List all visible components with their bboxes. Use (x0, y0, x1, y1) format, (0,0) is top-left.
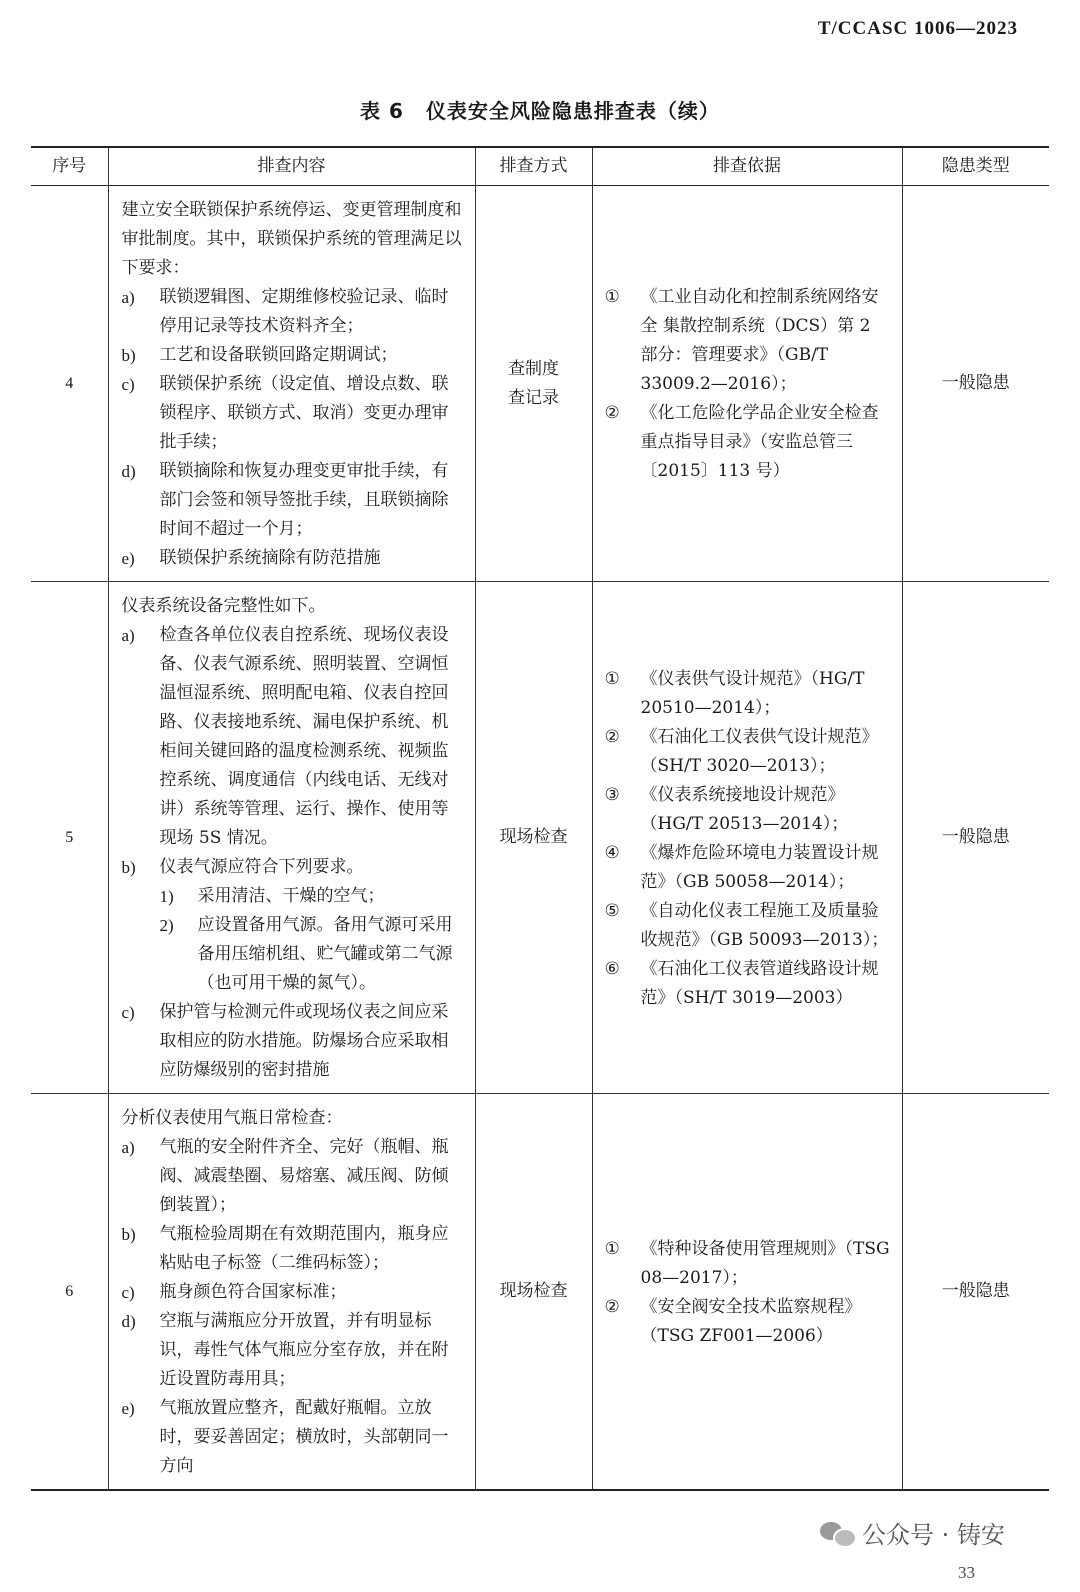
ref-text: 《石油化工仪表供气设计规范》（SH/T 3020—2013）； (640, 726, 879, 776)
list-item (122, 544, 463, 573)
row-number: 6 (31, 1094, 108, 1491)
hazard-type: 一般隐患 (902, 582, 1049, 1094)
watermark (820, 1515, 1005, 1550)
col-header-basis: 排查依据 (592, 147, 902, 186)
ref-text: 《安全阀安全技术监察规程》（TSG ZF001—2006） (640, 1296, 862, 1346)
check-method: 现场检查 (475, 582, 592, 1094)
sub-list-item (122, 911, 463, 998)
list-item (122, 853, 463, 882)
item-text: 检查各单位仪表自控系统、现场仪表设备、仪表气源系统、照明装置、空调恒温恒湿系统、照明配电箱、仪表自控回路、仪表接地系统、漏电保护系统、机柜间关键回路的温度检测系统、视频监控系统、调度通信（内线电话、无线对讲）系统等管理、运行、操作、使用等现场 5S 情况。 (159, 625, 449, 848)
content-intro: 建立安全联锁保护系统停运、变更管理制度和审批制度。其中，联锁保护系统的管理满足以下要求： (121, 200, 462, 278)
ref-mark: ② (604, 1296, 620, 1317)
check-basis (592, 1094, 902, 1491)
check-content (108, 582, 475, 1094)
ref-text: 《爆炸危险环境电力装置设计规范》（GB 50058—2014）； (640, 842, 879, 892)
item-label: d) (121, 462, 136, 481)
item-text: 气瓶放置应整齐，配戴好瓶帽。立放时，要妥善固定；横放时，头部朝同一方向 (159, 1398, 449, 1476)
list-item (122, 457, 463, 544)
item-text: 仪表气源应符合下列要求。 (159, 857, 364, 877)
standard-code: T/CCASC 1006—2023 (817, 18, 1018, 39)
item-text: 应设置备用气源。备用气源可采用备用压缩机组、贮气罐或第二气源（也可用干燥的氮气）。 (197, 915, 453, 993)
ref-mark: ⑥ (604, 958, 620, 979)
item-label: b) (121, 858, 136, 877)
hazard-type: 一般隐患 (902, 186, 1049, 582)
basis-reference (605, 723, 892, 781)
ref-text: 《仪表供气设计规范》（HG/T 20510—2014）； (640, 668, 865, 718)
table-header-row (31, 147, 1049, 186)
col-header-method: 排查方式 (475, 147, 592, 186)
item-label: 1) (159, 887, 174, 906)
check-content (108, 1094, 475, 1491)
page-number: 33 (958, 1563, 975, 1582)
item-label: e) (121, 549, 135, 568)
item-label: d) (121, 1312, 136, 1331)
table-row (31, 1094, 1049, 1491)
item-label: 2) (159, 916, 174, 935)
col-header-no: 序号 (31, 147, 108, 186)
basis-reference (605, 283, 892, 399)
basis-reference (605, 955, 892, 1013)
item-text: 保护管与检测元件或现场仪表之间应采取相应的防水措施。防爆场合应采取相应防爆级别的密封措施 (159, 1002, 449, 1080)
table-title-text: 仪表安全风险隐患排查表（续） (425, 99, 720, 123)
list-item (122, 341, 463, 370)
table-number: 表 6 (360, 99, 404, 123)
item-label: b) (121, 1225, 136, 1244)
ref-mark: ① (604, 287, 620, 307)
basis-reference (605, 1293, 892, 1351)
item-label: c) (121, 1283, 135, 1302)
basis-reference (605, 897, 892, 955)
list-item (122, 1133, 463, 1220)
list-item (122, 1278, 463, 1307)
item-text: 采用清洁、干燥的空气； (197, 886, 385, 906)
table-row (31, 186, 1049, 582)
item-text: 瓶身颜色符合国家标准； (159, 1282, 347, 1302)
list-item (122, 283, 463, 341)
watermark-text: 公众号 · 铸安 (862, 1521, 1005, 1549)
check-method (475, 186, 592, 582)
ref-text: 《仪表系统接地设计规范》（HG/T 20513—2014）； (640, 784, 849, 834)
check-basis (592, 186, 902, 582)
check-basis (592, 582, 902, 1094)
ref-text: 《石油化工仪表管道线路设计规范》（SH/T 3019—2003） (640, 958, 879, 1008)
ref-mark: ⑤ (604, 900, 620, 921)
item-text: 联锁逻辑图、定期维修校验记录、临时停用记录等技术资料齐全； (159, 287, 449, 336)
item-text: 空瓶与满瓶应分开放置，并有明显标识，毒性气体气瓶应分室存放，并在附近设置防毒用具； (159, 1311, 449, 1389)
list-item (122, 1220, 463, 1278)
ref-mark: ③ (604, 784, 620, 805)
list-item (122, 1307, 463, 1394)
ref-text: 《特种设备使用管理规则》（TSG 08—2017）； (640, 1238, 890, 1288)
item-label: a) (121, 288, 135, 307)
table-row (31, 582, 1049, 1094)
item-label: e) (121, 1399, 135, 1418)
basis-reference (605, 399, 892, 486)
item-label: c) (121, 1003, 135, 1022)
list-item (122, 621, 463, 853)
item-text: 联锁摘除和恢复办理变更审批手续，有部门会签和领导签批手续，且联锁摘除时间不超过一个月； (159, 461, 449, 539)
col-header-content: 排查内容 (108, 147, 475, 186)
table-title (0, 95, 1080, 124)
basis-reference (605, 839, 892, 897)
check-content (108, 186, 475, 582)
item-label: a) (121, 626, 135, 645)
ref-mark: ④ (604, 842, 620, 863)
col-header-type: 隐患类型 (902, 147, 1049, 186)
item-label: a) (121, 1138, 135, 1157)
item-text: 工艺和设备联锁回路定期调试； (159, 345, 398, 365)
ref-text: 《化工危险化学品企业安全检查重点指导目录》（安监总管三〔2015〕113 号） (640, 403, 879, 481)
basis-reference (605, 665, 892, 723)
list-item (122, 1394, 463, 1481)
item-label: c) (121, 375, 135, 394)
ref-mark: ① (604, 668, 620, 689)
content-intro: 分析仪表使用气瓶日常检查： (121, 1108, 343, 1128)
inspection-table (31, 146, 1049, 1491)
sub-list-item (122, 882, 463, 911)
ref-mark: ① (604, 1238, 620, 1259)
item-label: b) (121, 346, 136, 365)
ref-text: 《工业自动化和控制系统网络安全 集散控制系统（DCS）第 2 部分：管理要求》（GB/T 33009.2—2016）； (640, 287, 879, 394)
item-text: 气瓶的安全附件齐全、完好（瓶帽、瓶阀、减震垫圈、易熔塞、减压阀、防倾倒装置）； (159, 1137, 449, 1215)
list-item (122, 998, 463, 1085)
ref-mark: ② (604, 403, 620, 423)
wechat-icon (820, 1520, 854, 1546)
basis-reference (605, 1235, 892, 1293)
row-number: 5 (31, 582, 108, 1094)
ref-mark: ② (604, 726, 620, 747)
content-intro: 仪表系统设备完整性如下。 (121, 596, 326, 616)
item-text: 联锁保护系统（设定值、增设点数、联锁程序、联锁方式、取消）变更办理审批手续； (159, 374, 449, 452)
item-text: 联锁保护系统摘除有防范措施 (159, 548, 381, 568)
method-text: 查制度查记录 (508, 358, 559, 408)
ref-text: 《自动化仪表工程施工及质量验收规范》（GB 50093—2013）； (640, 900, 889, 950)
item-text: 气瓶检验周期在有效期范围内，瓶身应粘贴电子标签（二维码标签）； (159, 1224, 449, 1273)
hazard-type: 一般隐患 (902, 1094, 1049, 1491)
check-method: 现场检查 (475, 1094, 592, 1491)
row-number: 4 (31, 186, 108, 582)
basis-reference (605, 781, 892, 839)
list-item (122, 370, 463, 457)
